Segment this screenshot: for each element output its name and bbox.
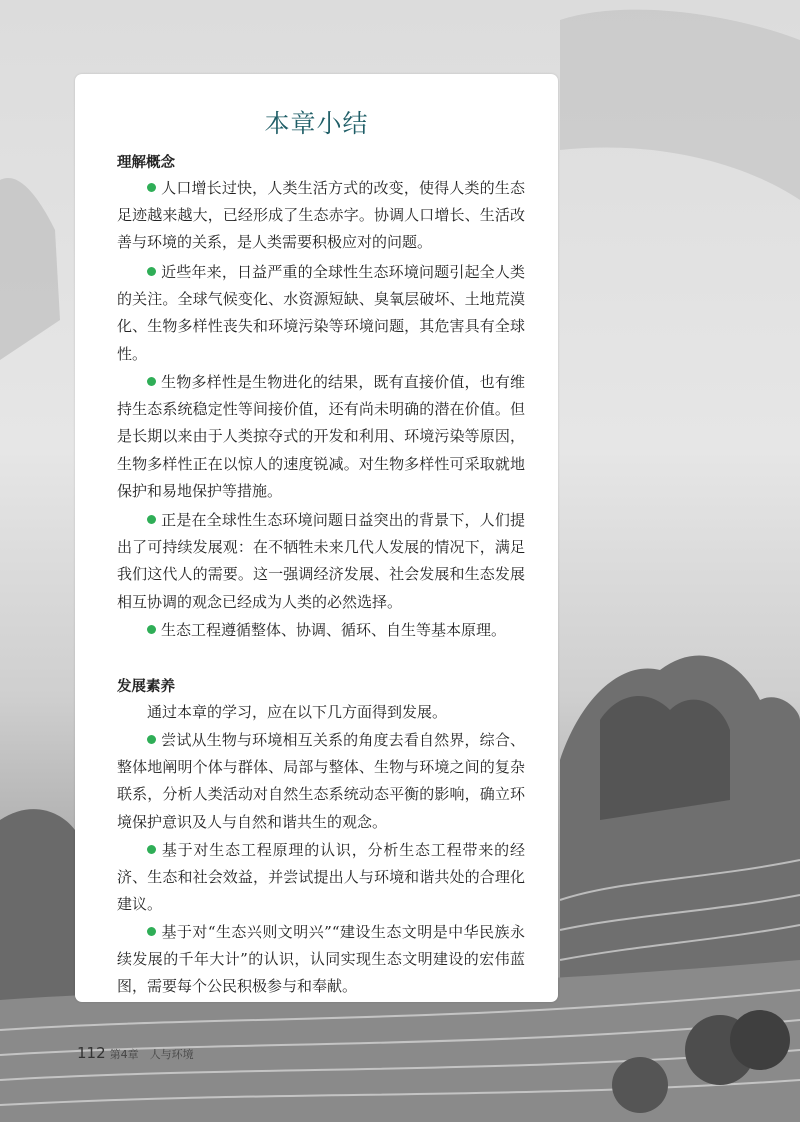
page-number: 112 xyxy=(77,1044,106,1062)
section-heading-competence: 发展素养 xyxy=(117,679,175,695)
concept-paragraph-2: 近些年来，日益严重的全球性生态环境问题引起全人类的关注。全球气候变化、水资源短缺、臭氧层破坏、土地荒漠化、生物多样性丧失和环境污染等环境问题，其危害具有全球性。 xyxy=(117,263,525,363)
bullet-icon xyxy=(147,927,156,936)
concept-paragraph-4: 正是在全球性生态环境问题日益突出的背景下，人们提出了可持续发展观：在不牺牲未来几代人发展的情况下，满足我们这代人的需要。这一强调经济发展、社会发展和生态发展相互协调的观念已经成为人类的必然选择。 xyxy=(117,511,525,611)
concept-paragraph-3: 生物多样性是生物进化的结果，既有直接价值，也有维持生态系统稳定性等间接价值，还有尚未明确的潜在价值。但是长期以来由于人类掠夺式的开发和利用、环境污染等原因，生物多样性正在以惊人的速度锐减。对生物多样性可采取就地保护和易地保护等措施。 xyxy=(117,373,525,500)
bullet-icon xyxy=(147,845,156,854)
page-title: 本章小结 xyxy=(264,109,369,138)
page-footer xyxy=(77,1043,194,1062)
concept-paragraph-1: 人口增长过快，人类生活方式的改变，使得人类的生态足迹越来越大，已经形成了生态赤字。协调人口增长、生活改善与环境的关系，是人类需要积极应对的问题。 xyxy=(117,179,525,252)
bullet-icon xyxy=(147,377,156,386)
bullet-icon xyxy=(147,735,156,744)
bullet-icon xyxy=(147,515,156,524)
bullet-icon xyxy=(147,183,156,192)
competence-paragraph-2: 基于对生态工程原理的认识，分析生态工程带来的经济、生态和社会效益，并尝试提出人与环境和谐共处的合理化建议。 xyxy=(117,841,525,914)
competence-paragraph-1: 尝试从生物与环境相互关系的角度去看自然界，综合、整体地阐明个体与群体、局部与整体、生物与环境之间的复杂联系，分析人类活动对自然生态系统动态平衡的影响，确立环境保护意识及人与自然和谐共生的观念。 xyxy=(117,731,525,831)
section-heading-concepts: 理解概念 xyxy=(117,155,175,171)
competence-intro: 通过本章的学习，应在以下几方面得到发展。 xyxy=(147,703,448,721)
chapter-label: 第4章 人与环境 xyxy=(109,1048,194,1061)
bullet-icon xyxy=(147,625,156,634)
concept-paragraph-5: 生态工程遵循整体、协调、循环、自生等基本原理。 xyxy=(117,617,525,644)
bullet-icon xyxy=(147,267,156,276)
competence-paragraph-3: 基于对“生态兴则文明兴”“建设生态文明是中华民族永续发展的千年大计”的认识，认同实现生态文明建设的宏伟蓝图，需要每个公民积极参与和奉献。 xyxy=(117,923,525,996)
